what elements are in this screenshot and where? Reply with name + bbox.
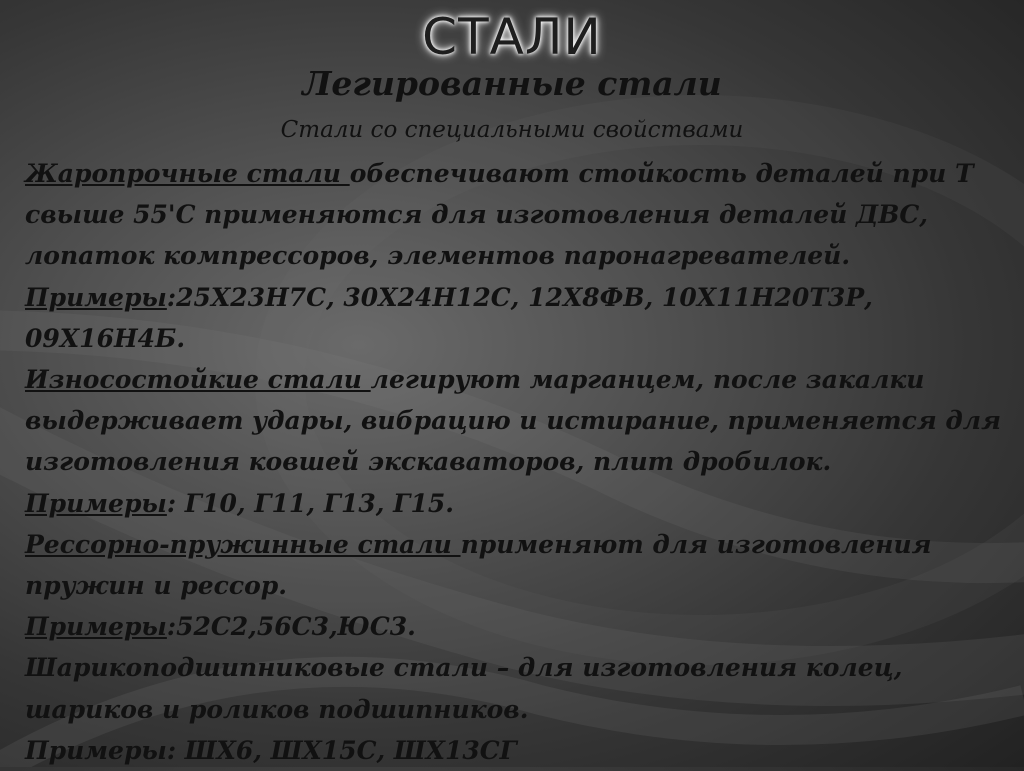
- spring-steels-examples-list: :52С2,56С3,ЮС3.: [166, 612, 416, 642]
- bearing-steels-examples: Примеры: ШХ6, ШХ15С, ШХ13СГ: [25, 735, 517, 765]
- spring-steels-term: Рессорно-пружинные стали: [25, 529, 461, 559]
- spring-steels-paragraph: [25, 524, 1010, 606]
- heat-resistant-examples-label: Примеры: [25, 282, 167, 312]
- slide-title: СТАЛИ: [422, 8, 602, 66]
- wear-resistant-examples-list: : Г10, Г11, Г13, Г15.: [166, 488, 454, 518]
- spring-steels-examples-label: Примеры: [25, 612, 167, 642]
- heat-resistant-examples: [25, 277, 1010, 359]
- heat-resistant-term: Жаропрочные стали: [25, 159, 350, 188]
- slide-subtitle: Легированные стали: [302, 64, 722, 103]
- wear-resistant-description: легируют марганцем, после закалки выдерживает удары, вибрацию и истирание, применяется для изготовления ковшей экскаваторов, плит дробилок.: [25, 365, 1002, 477]
- spring-steels-examples: [25, 606, 1010, 647]
- wear-resistant-examples: [25, 483, 1010, 524]
- spring-steels-description: применяют для изготовления пружин и рессор.: [25, 529, 932, 601]
- bearing-steels-paragraph: Шарикоподшипниковые стали – для изготовления колец, шариков и роликов подшипников.: [25, 653, 903, 724]
- wear-resistant-term: Износостойкие стали: [25, 365, 371, 395]
- slide-body: [25, 153, 1010, 771]
- heat-resistant-description: обеспечивают стойкость деталей при Т свыше 55'С применяются для изготовления деталей ДВС, лопаток компрессоров, элементов паронагревателей.: [25, 159, 974, 271]
- heat-resistant-paragraph: [25, 153, 1010, 277]
- wear-resistant-paragraph: [25, 359, 1010, 483]
- wear-resistant-examples-label: Примеры: [25, 488, 167, 518]
- heat-resistant-examples-list: :25Х23Н7С, 30Х24Н12С, 12Х8ФВ, 10Х11Н20Т3Р, 09Х16Н4Б.: [25, 282, 873, 353]
- section-subheading: Стали со специальными свойствами: [280, 117, 744, 143]
